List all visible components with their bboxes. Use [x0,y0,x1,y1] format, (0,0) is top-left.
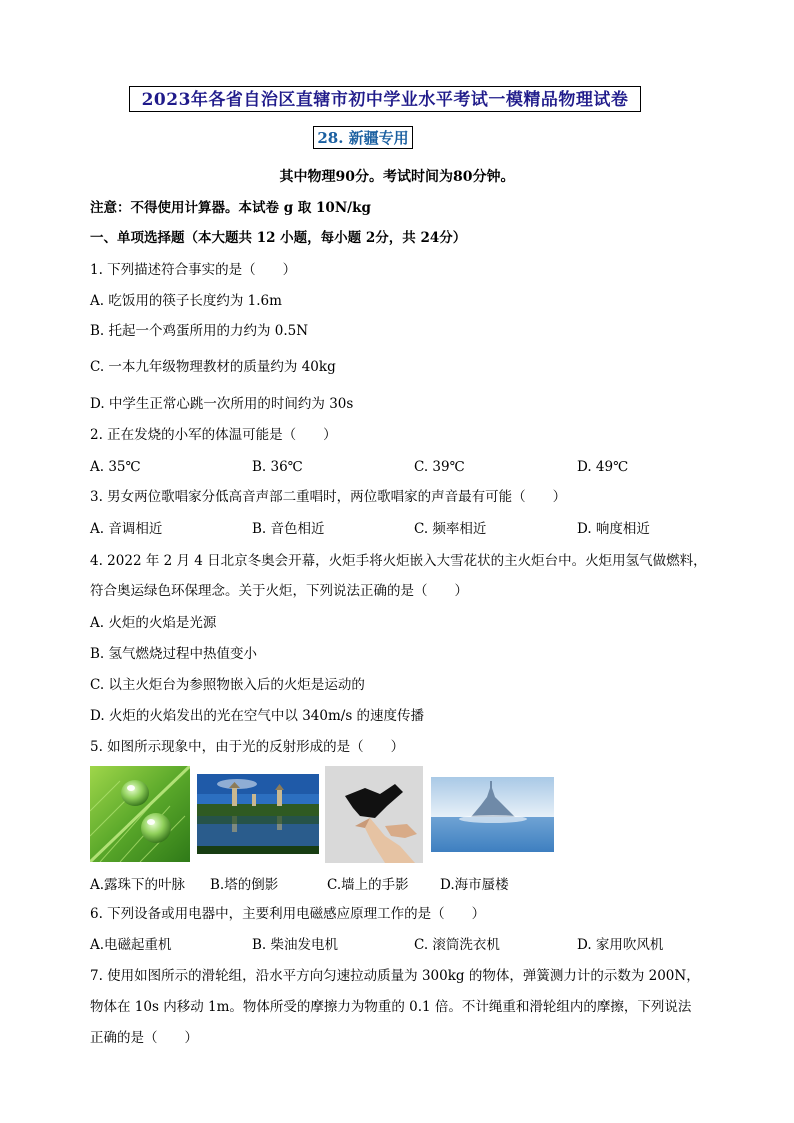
q3-option-d: D. 响度相近 [577,521,650,537]
q2-option-c: C. 39℃ [414,459,465,475]
q6-stem: 6. 下列设备或用电器中，主要利用电磁感应原理工作的是（ ） [90,906,486,922]
q5-stem: 5. 如图所示现象中，由于光的反射形成的是（ ） [90,739,405,755]
q1-option-a: A. 吃饭用的筷子长度约为 1.6m [90,293,282,309]
q5-option-c: C.墙上的手影 [327,877,409,893]
q1-option-b: B. 托起一个鸡蛋所用的力约为 0.5N [90,323,309,339]
exam-note: 注意：不得使用计算器。本试卷 g 取 10N/kg [90,200,371,216]
q6-option-a: A.电磁起重机 [90,937,172,953]
q3-option-b: B. 音色相近 [252,521,325,537]
q4-stem-line-2: 符合奥运绿色环保理念。关于火炬，下列说法正确的是（ ） [90,583,468,599]
q3-option-a: A. 音调相近 [90,521,163,537]
exam-title: 2023年各省自治区直辖市初中学业水平考试一模精品物理试卷 [129,86,641,112]
q7-stem-line-3: 正确的是（ ） [90,1030,198,1046]
q4-option-a: A. 火炬的火焰是光源 [90,615,217,631]
q4-stem-line-1: 4. 2022 年 2 月 4 日北京冬奥会开幕，火炬手将火炬嵌入大雪花状的主火炬台中。火炬用氢气做燃料， [90,553,707,569]
q3-option-c: C. 频率相近 [414,521,487,537]
q3-stem: 3. 男女两位歌唱家分低高音声部二重唱时，两位歌唱家的声音最有可能（ ） [90,489,567,505]
q2-option-b: B. 36℃ [252,459,303,475]
photo-mirage [431,777,554,852]
q2-option-d: D. 49℃ [577,459,629,475]
q6-option-b: B. 柴油发电机 [252,937,339,953]
q4-option-c: C. 以主火炬台为参照物嵌入后的火炬是运动的 [90,677,365,693]
q7-stem-line-2: 物体在 10s 内移动 1m。物体所受的摩擦力为物重的 0.1 倍。不计绳重和滑轮组内的摩擦，下列说法 [90,999,692,1015]
q4-option-d: D. 火炬的火焰发出的光在空气中以 340m/s 的速度传播 [90,708,425,724]
q5-option-d: D.海市蜃楼 [440,877,509,893]
q4-option-b: B. 氢气燃烧过程中热值变小 [90,646,258,662]
q7-stem-line-1: 7. 使用如图所示的滑轮组，沿水平方向匀速拉动质量为 300kg 的物体，弹簧测力计的示数为 200N， [90,968,700,984]
q5-option-a: A.露珠下的叶脉 [90,877,186,893]
photo-hand-shadow [325,766,423,863]
photo-pagoda-reflection [197,774,319,854]
exam-subtitle: 28. 新疆专用 [313,126,413,149]
q5-option-b: B.塔的倒影 [210,877,279,893]
q6-option-d: D. 家用吹风机 [577,937,664,953]
q2-stem: 2. 正在发烧的小军的体温可能是（ ） [90,427,337,443]
photo-dew-on-leaf [90,766,190,862]
exam-info: 其中物理90分。考试时间为80分钟。 [279,169,515,185]
q6-option-c: C. 滚筒洗衣机 [414,937,500,953]
q1-stem: 1. 下列描述符合事实的是（ ） [90,262,297,278]
q1-option-c: C. 一本九年级物理教材的质量约为 40kg [90,359,336,375]
q2-option-a: A. 35℃ [90,459,141,475]
section-heading: 一、单项选择题（本大题共 12 小题，每小题 2分，共 24分） [90,230,467,246]
q1-option-d: D. 中学生正常心跳一次所用的时间约为 30s [90,396,354,412]
